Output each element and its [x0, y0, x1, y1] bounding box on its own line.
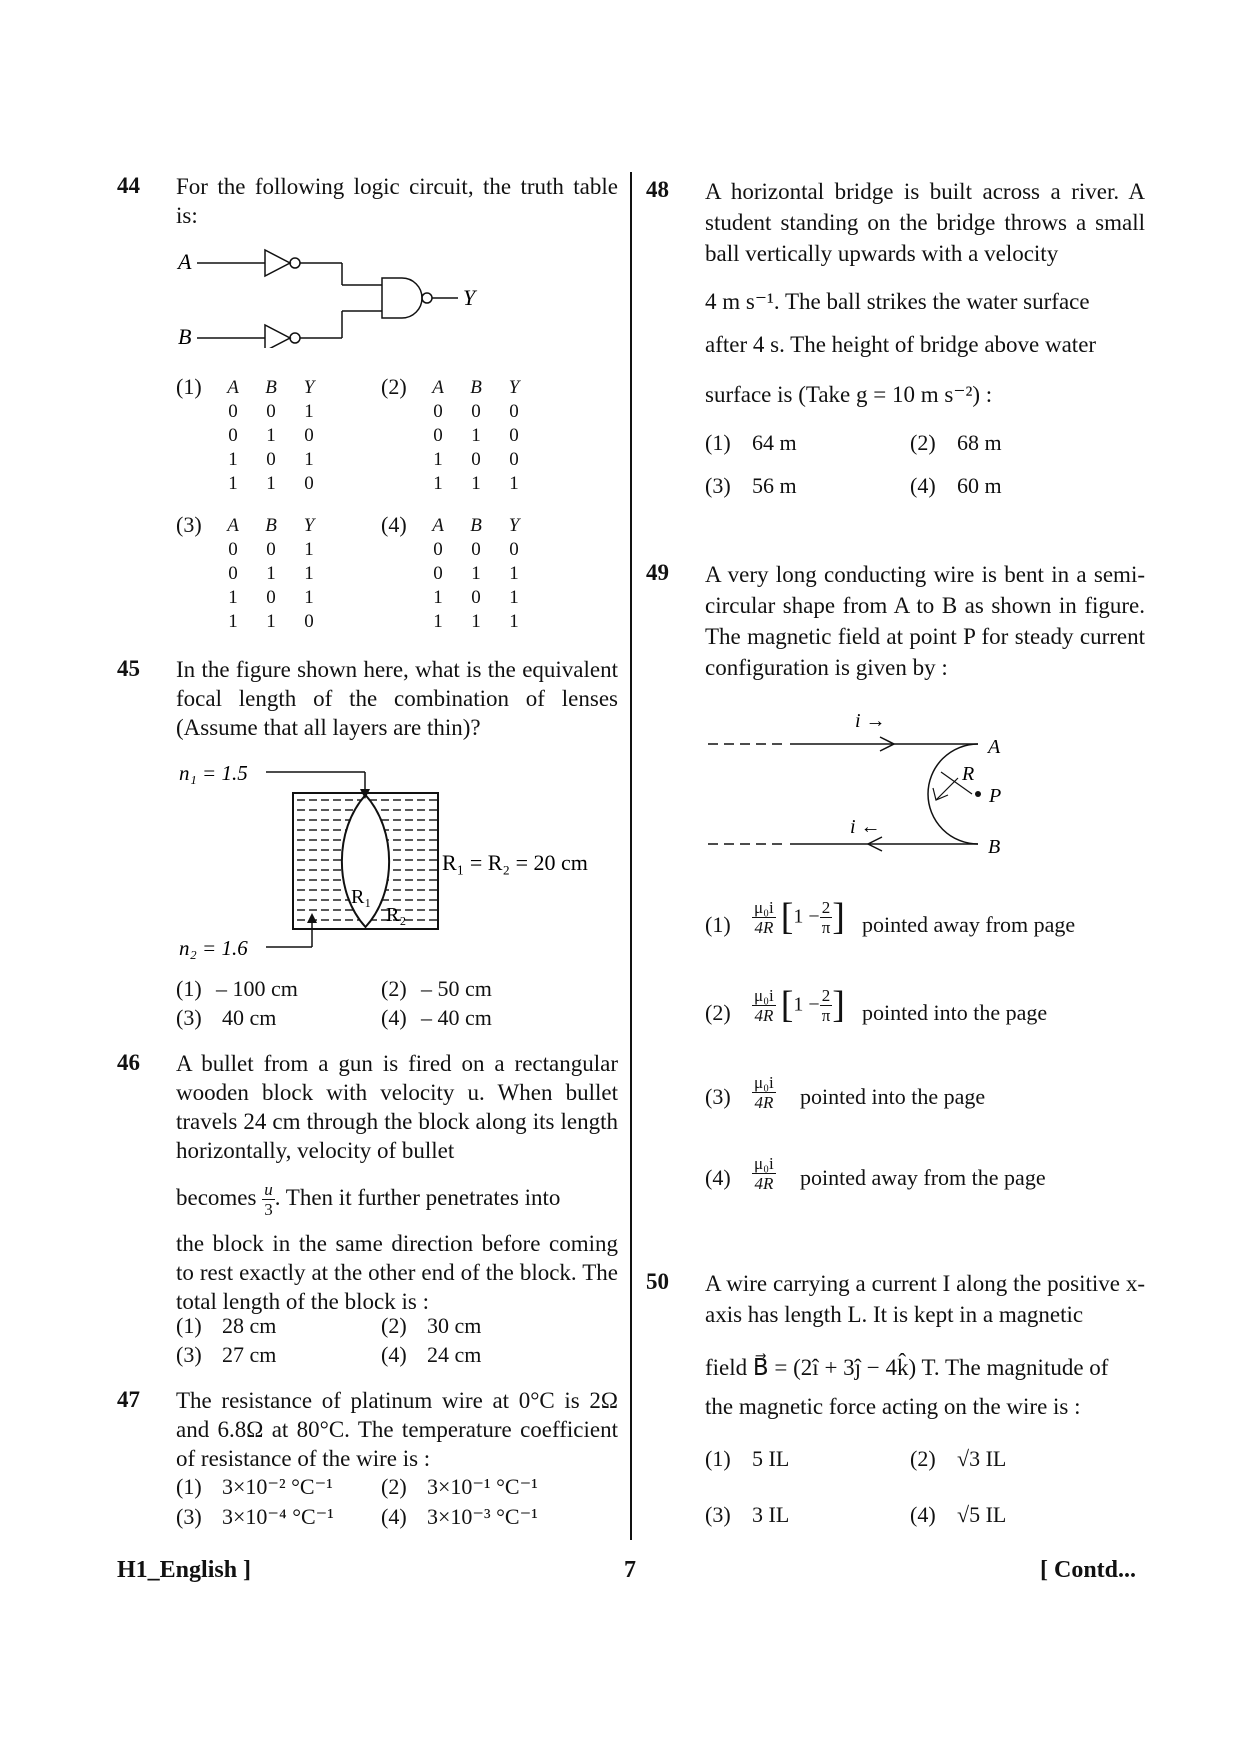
q48-number: 48 — [646, 177, 669, 202]
q45-option-2-value: – 50 cm — [421, 976, 492, 1001]
q50-text-part2: field B⃗ = (2î + 3ĵ − 4k̂) T. The magnitude of — [705, 1355, 1109, 1380]
q49-option-3-label: (3) — [705, 1084, 731, 1109]
q47-option-2-label: (2) — [381, 1474, 407, 1499]
q50-option-1-label: (1) — [705, 1446, 731, 1471]
q46-option-3-value: 27 cm — [222, 1342, 277, 1367]
label-b: B — [178, 324, 192, 348]
not-gate-b — [265, 325, 290, 348]
q45-number: 45 — [117, 656, 140, 681]
q44-number: 44 — [117, 173, 140, 198]
q47-option-1-label: (1) — [176, 1474, 202, 1499]
r2-label: R₂ — [386, 904, 407, 926]
q49-option-2-desc: pointed into the page — [862, 1000, 1048, 1025]
q49-text: A very long conducting wire is bent in a semi-circular shape from A to B as shown in figure. The magnetic field at point P for steady current configuration is given by : — [705, 562, 1145, 680]
point-a-label: A — [988, 736, 1001, 758]
q45-option-4-label: (4) — [381, 1005, 407, 1030]
q45-option-4-value: – 40 cm — [421, 1005, 492, 1030]
q44-truth-table-1: A B Y 0 0 1 0 1 0 1 0 1 1 1 0 — [227, 377, 315, 494]
q49-option-2-formula: $\frac{\text{μ₀i}}{4R}$ [1 − $\frac{2}{\pi}$ ] — [754, 984, 845, 1026]
q49-option-3-desc: pointed into the page — [800, 1084, 986, 1109]
q50-option-1-value: 5 IL — [752, 1446, 790, 1471]
q44-truth-table-4: A B Y 0 0 0 0 1 1 1 0 1 1 1 1 — [432, 515, 520, 632]
q50-text-part1: A wire carrying a current I along the positive x-axis has length L. It is kept in a magnetic — [705, 1271, 1145, 1327]
q48-option-4-value: 60 m — [957, 473, 1002, 498]
q49-option-1-desc: pointed away from page — [862, 912, 1076, 937]
q48-text-part3: after 4 s. The height of bridge above water — [705, 332, 1097, 357]
q48-option-3-value: 56 m — [752, 473, 797, 498]
q49-number: 49 — [646, 560, 669, 585]
q44-text: For the following logic circuit, the truth table is: — [176, 174, 618, 228]
q44-option-4-label: (4) — [381, 512, 407, 537]
q48-option-3-label: (3) — [705, 473, 731, 498]
q46-option-1-value: 28 cm — [222, 1313, 277, 1338]
q47-option-3-value: 3×10⁻⁴ °C⁻¹ — [222, 1504, 334, 1529]
page-number: 7 — [624, 1557, 636, 1583]
q50-text-part3: the magnetic force acting on the wire is : — [705, 1394, 1081, 1419]
q46-text-part1: A bullet from a gun is fired on a rectangular wooden block with velocity u. When bullet travels 24 cm through the block along its length horizontally, velocity of bullet — [176, 1051, 618, 1163]
lens-combination-diagram — [176, 755, 616, 965]
label-a: A — [178, 249, 192, 274]
q45-option-3-label: (3) — [176, 1005, 202, 1030]
current-bottom-label: i ← — [850, 816, 881, 838]
q48-text-part2: 4 m s⁻¹. The ball strikes the water surface — [705, 289, 1090, 314]
q48-text-part4: surface is (Take g = 10 m s⁻²) : — [705, 382, 993, 407]
q48-option-1-label: (1) — [705, 430, 731, 455]
semicircle-wire-diagram — [700, 700, 1030, 860]
q47-option-2-value: 3×10⁻¹ °C⁻¹ — [427, 1474, 538, 1499]
q46-number: 46 — [117, 1050, 140, 1075]
radii-label: R₁ = R₂ = 20 cm — [442, 850, 588, 875]
footer-contd: [ Contd... — [1040, 1557, 1137, 1583]
r1-label: R₁ — [351, 886, 372, 908]
n2-label: n₂ = 1.6 — [179, 936, 248, 960]
q48-option-2-value: 68 m — [957, 430, 1002, 455]
not-gate-a — [265, 250, 290, 276]
q48-option-1-value: 64 m — [752, 430, 797, 455]
point-p — [975, 791, 981, 797]
q50-option-3-label: (3) — [705, 1502, 731, 1527]
q44-option-2-label: (2) — [381, 374, 407, 399]
q49-option-4-desc: pointed away from the page — [800, 1165, 1046, 1190]
nand-gate — [382, 278, 422, 318]
q46-text-part2: becomes $\frac{u}{3}$ . Then it further penetrates into — [176, 1180, 561, 1219]
logic-circuit-diagram — [170, 238, 490, 348]
q49-option-1-label: (1) — [705, 912, 731, 937]
q46-option-3-label: (3) — [176, 1342, 202, 1367]
q44-truth-table-3: A B Y 0 0 1 0 1 1 1 0 1 1 1 0 — [227, 515, 315, 632]
radius-label: R — [962, 763, 975, 785]
q47-option-4-label: (4) — [381, 1504, 407, 1529]
footer-code: H1_English ] — [117, 1557, 252, 1583]
point-b-label: B — [988, 836, 1001, 858]
q47-number: 47 — [117, 1387, 140, 1412]
q47-option-4-value: 3×10⁻³ °C⁻¹ — [427, 1504, 538, 1529]
q49-option-2-label: (2) — [705, 1000, 731, 1025]
q48-option-2-label: (2) — [910, 430, 936, 455]
q50-option-2-value: √3 IL — [957, 1446, 1007, 1471]
q49-option-4-formula: $\frac{\text{μ₀i}}{4R}$ — [754, 1154, 774, 1193]
q45-option-3-value: 40 cm — [222, 1005, 277, 1030]
q48-text-part1: A horizontal bridge is built across a river. A student standing on the bridge throws a small ball vertically upwards with a velocity — [705, 179, 1145, 266]
column-divider — [630, 172, 632, 1540]
q49-option-3-formula: $\frac{\text{μ₀i}}{4R}$ — [754, 1073, 774, 1112]
semicircle-arc — [928, 744, 978, 844]
q50-option-3-value: 3 IL — [752, 1502, 790, 1527]
q46-option-4-label: (4) — [381, 1342, 407, 1367]
q48-option-4-label: (4) — [910, 473, 936, 498]
u-over-3-fraction: $\frac{u}{3}$ — [264, 1180, 273, 1219]
q46-option-2-value: 30 cm — [427, 1313, 482, 1338]
q50-number: 50 — [646, 1269, 669, 1294]
q45-option-1-value: – 100 cm — [216, 976, 298, 1001]
q44-option-3-label: (3) — [176, 512, 202, 537]
q45-option-1-label: (1) — [176, 976, 202, 1001]
q45-text: In the figure shown here, what is the equivalent focal length of the combination of lenses (Assume that all layers are thin)? — [176, 657, 618, 740]
q50-option-2-label: (2) — [910, 1446, 936, 1471]
q47-option-1-value: 3×10⁻² °C⁻¹ — [222, 1474, 333, 1499]
q50-option-4-label: (4) — [910, 1502, 936, 1527]
q49-option-1-formula: $\frac{\text{μ₀i}}{4R}$ [1 − $\frac{2}{\pi}$ ] — [754, 896, 845, 938]
q46-text-part3: the block in the same direction before coming to rest exactly at the other end of the block. The total length of the block is : — [176, 1231, 618, 1314]
q44-truth-table-2: A B Y 0 0 0 0 1 0 1 0 0 1 1 1 — [432, 377, 520, 494]
q45-option-2-label: (2) — [381, 976, 407, 1001]
label-y: Y — [463, 285, 476, 310]
q44-option-1-label: (1) — [176, 374, 202, 399]
q50-option-4-value: √5 IL — [957, 1502, 1007, 1527]
q46-option-1-label: (1) — [176, 1313, 202, 1338]
current-top-label: i → — [855, 710, 886, 732]
q46-option-2-label: (2) — [381, 1313, 407, 1338]
point-p-label: P — [989, 785, 1002, 807]
n1-label: n₁ = 1.5 — [179, 761, 248, 785]
q47-text: The resistance of platinum wire at 0°C is 2Ω and 6.8Ω at 80°C. The temperature coefficient of resistance of the wire is : — [176, 1388, 618, 1471]
q46-option-4-value: 24 cm — [427, 1342, 482, 1367]
q49-option-4-label: (4) — [705, 1165, 731, 1190]
q47-option-3-label: (3) — [176, 1504, 202, 1529]
